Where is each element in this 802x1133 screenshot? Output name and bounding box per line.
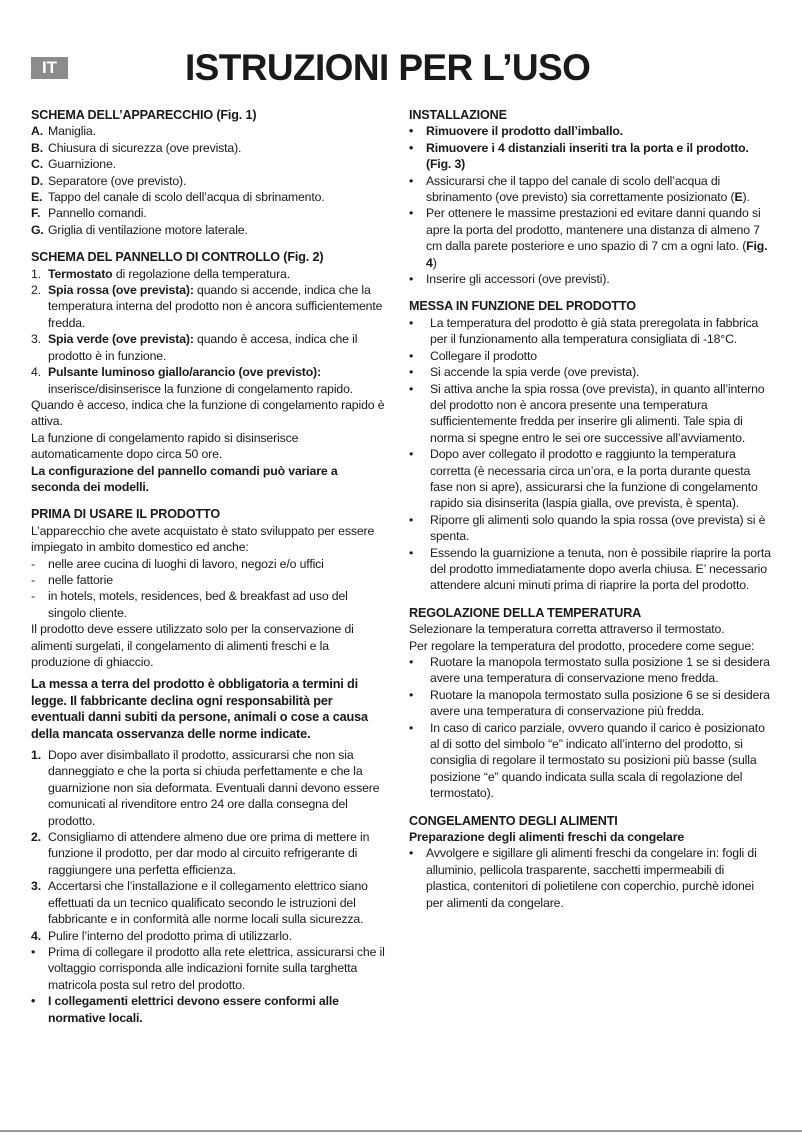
list-item	[409, 348, 771, 364]
item-term: Spia verde (ove prevista):	[48, 332, 194, 347]
item-letter: C.	[31, 157, 43, 172]
bullet-marker: •	[409, 348, 414, 363]
bullet-marker: •	[409, 315, 414, 330]
item-number: 4.	[31, 928, 41, 943]
subsection-title: Preparazione degli alimenti freschi da congelare	[409, 830, 685, 845]
item-text: Guarnizione.	[48, 157, 116, 172]
list-item	[31, 282, 387, 331]
list-item	[31, 222, 387, 238]
warning-paragraph: La messa a terra del prodotto è obbligatoria a termini di legge. Il fabbricante declina ogni responsabilità per eventuali danni subiti da persone, animali o cose a causa della mancata osservanza delle norme indicate.	[31, 677, 368, 741]
list-item	[409, 845, 771, 911]
bullet-marker: •	[409, 655, 414, 669]
list-item	[31, 944, 387, 993]
bullet-marker: •	[409, 272, 414, 287]
list-item	[31, 266, 387, 282]
list-item	[409, 123, 771, 139]
list-item	[31, 556, 387, 572]
list-item	[31, 189, 387, 205]
item-text: Inserire gli accessori (ove previsti).	[426, 272, 610, 287]
list-item	[409, 654, 771, 687]
item-text: nelle fattorie	[48, 572, 113, 587]
item-term: Termostato	[48, 266, 113, 281]
section-title: PRIMA DI USARE IL PRODOTTO	[31, 507, 220, 522]
bullet-marker: •	[409, 124, 414, 139]
bullet-marker: •	[409, 381, 414, 396]
item-term: Pulsante luminoso giallo/arancio (ove previsto):	[48, 365, 321, 380]
bullet-marker: •	[409, 545, 414, 560]
item-text: Pulire l’interno del prodotto prima di utilizzarlo.	[48, 928, 292, 943]
bullet-marker: •	[409, 720, 414, 735]
bullet-marker: •	[409, 140, 414, 155]
item-text: Dopo aver collegato il prodotto e raggiunto la temperatura corretta (è necessaria circa un’ora, e la porta durante questa fase non si apre), assicurarsi che la funzione di congelamento rapido sia disinserita (laspia gialla, ove prevista, è spenta).	[430, 447, 758, 511]
item-number: 1.	[31, 748, 41, 763]
item-text: nelle aree cucina di luoghi di lavoro, negozi e/o uffici	[48, 556, 324, 571]
list-item	[409, 381, 771, 447]
item-text: Avvolgere e sigillare gli alimenti freschi da congelare in: fogli di alluminio, pellicola trasparente, sacchetti impermeabili di plastica, contenitori di polietilene con coperchio, purchè idonei per alimenti da congelare.	[426, 846, 757, 910]
item-text: Separatore (ove previsto).	[48, 173, 187, 188]
list-item	[31, 156, 387, 172]
item-number: 2.	[31, 830, 41, 845]
item-text: Rimuovere i 4 distanziali inseriti tra la porta e il prodotto. (Fig. 3)	[426, 140, 749, 172]
bullet-marker: •	[409, 365, 414, 380]
bullet-marker: •	[409, 447, 414, 462]
item-text: Assicurarsi che il tappo del canale di scolo dell’acqua di sbrinamento (ove previsto) sia correttamente posizionato (	[426, 173, 735, 205]
section-title: MESSA IN FUNZIONE DEL PRODOTTO	[409, 299, 636, 314]
section-start-up	[409, 298, 771, 593]
item-number: 3.	[31, 332, 41, 347]
dash-marker: -	[31, 556, 35, 571]
section-appliance-schema	[31, 107, 387, 238]
section-title: SCHEMA DEL PANNELLO DI CONTROLLO (Fig. 2)	[31, 250, 324, 265]
list-item	[31, 572, 387, 588]
section-freezing	[409, 813, 771, 911]
paragraph: Il prodotto deve essere utilizzato solo per la conservazione di alimenti surgelati, il congelamento di alimenti freschi e la produzione di ghiaccio.	[31, 622, 354, 669]
item-text: Pannello comandi.	[48, 206, 147, 221]
item-text: Si attiva anche la spia rossa (ove prevista), in quanto all’interno del prodotto non è ancora presente una temperatura sufficientemente fredda per inserire gli alimenti. Tale spia di norma si spegne entro le sei ore successive all’avviamento.	[430, 381, 765, 445]
item-letter: F.	[31, 206, 41, 221]
list-item	[409, 315, 771, 348]
list-item	[409, 446, 771, 512]
item-text: di regolazione della temperatura.	[112, 266, 290, 281]
paragraph: La funzione di congelamento rapido si disinserisce automaticamente dopo circa 50 ore.	[31, 430, 299, 462]
list-item	[31, 205, 387, 221]
item-number: 2.	[31, 283, 41, 298]
item-number: 4.	[31, 365, 41, 380]
item-text: Ruotare la manopola termostato sulla posizione 1 se si desidera avere una temperatura di conservazione meno fredda.	[430, 655, 770, 686]
list-item	[31, 123, 387, 139]
item-text: La temperatura del prodotto è già stata preregolata in fabbrica per il funzionamento alla temperatura consigliata di -18°C.	[430, 315, 759, 347]
section-control-panel	[31, 249, 387, 495]
list-item	[31, 878, 387, 927]
item-text: inserisce/disinserisce la funzione di congelamento rapido.	[48, 381, 354, 396]
item-text: I collegamenti elettrici devono essere conformi alle normative locali.	[48, 994, 339, 1025]
item-letter: G.	[31, 222, 44, 237]
appliance-parts-list	[31, 123, 387, 238]
list-item	[409, 364, 771, 380]
item-number: 3.	[31, 879, 41, 894]
item-text: ).	[742, 190, 750, 205]
list-item	[31, 588, 387, 621]
list-item	[31, 829, 387, 878]
bullet-marker: •	[409, 846, 414, 861]
item-text: in hotels, motels, residences, bed & breakfast ad uso del singolo cliente.	[48, 589, 348, 620]
bullet-marker: •	[31, 994, 36, 1009]
list-item	[409, 687, 771, 720]
item-text: Prima di collegare il prodotto alla rete elettrica, assicurarsi che il voltaggio corrisponda alle indicazioni fornite sulla targhetta matricola posta sul retro del prodotto.	[48, 944, 385, 992]
language-badge: IT	[31, 57, 68, 79]
list-item	[409, 512, 771, 545]
footer-rule	[0, 1130, 802, 1132]
paragraph: Per regolare la temperatura del prodotto, procedere come segue:	[409, 638, 755, 653]
dash-marker: -	[31, 589, 35, 604]
item-text: In caso di carico parziale, ovvero quando il carico è posizionato al di sotto del simbolo “e” indicato all’interno del prodotto, si consiglia di regolare il termostato su posizioni più basse (sulla posizione “e” quando indicata sulla scala di regolazione del termostato).	[430, 720, 765, 801]
bullet-marker: •	[409, 512, 414, 527]
paragraph: Quando è acceso, indica che la funzione di congelamento rapido è attiva.	[31, 397, 385, 429]
item-ref: E	[734, 190, 743, 205]
section-title: CONGELAMENTO DEGLI ALIMENTI	[409, 813, 618, 828]
item-text: Dopo aver disimballato il prodotto, assicurarsi che non sia danneggiato e che la porta si chiuda perfettamente e che la guarnizione non sia deformata. Eventuali danni devono essere comunicati al rivenditore entro 24 ore dalla consegna del prodotto.	[48, 748, 380, 828]
list-item	[409, 271, 771, 287]
item-text: Tappo del canale di scolo dell’acqua di sbrinamento.	[48, 190, 325, 205]
item-text: Riporre gli alimenti solo quando la spia rossa (ove prevista) si è spenta.	[430, 512, 766, 544]
section-before-use	[31, 506, 387, 1026]
list-item	[409, 140, 771, 173]
item-letter: E.	[31, 190, 43, 205]
item-text: Maniglia.	[48, 124, 96, 139]
list-item	[409, 205, 771, 271]
section-installation	[409, 107, 771, 287]
bullet-marker: •	[409, 687, 414, 702]
paragraph: L’apparecchio che avete acquistato è stato sviluppato per essere impiegato in ambito domestico ed anche:	[31, 523, 375, 555]
bullet-marker: •	[31, 944, 36, 959]
list-item	[31, 928, 387, 944]
item-ref: Fig. 4	[426, 239, 768, 270]
bullet-marker: •	[409, 206, 414, 221]
list-item	[31, 747, 387, 829]
item-text: Griglia di ventilazione motore laterale.	[48, 222, 248, 237]
section-title: INSTALLAZIONE	[409, 108, 507, 122]
item-text: quando si accende, indica che la temperatura interna del prodotto non è ancora sufficientemente fredda.	[48, 283, 383, 330]
list-item	[31, 993, 387, 1026]
page-title: ISTRUZIONI PER L’USO	[185, 47, 591, 88]
list-item	[31, 140, 387, 156]
item-number: 1.	[31, 266, 41, 281]
item-text: Chiusura di sicurezza (ove prevista).	[48, 140, 242, 155]
list-item	[31, 364, 387, 397]
list-item	[409, 720, 771, 802]
item-text: Accertarsi che l’installazione e il collegamento elettrico siano effettuati da un tecnico qualificato secondo le istruzioni del fabbricante e in conformità alle norme locali sulla sicurezza.	[48, 879, 368, 927]
list-item	[31, 331, 387, 364]
item-letter: B.	[31, 140, 43, 155]
list-item	[409, 173, 771, 206]
item-text: Si accende la spia verde (ove prevista).	[430, 365, 640, 380]
item-text: Consigliamo di attendere almeno due ore prima di mettere in funzione il prodotto, per dar modo al circuito refrigerante di raggiungere una perfetta efficienza.	[48, 830, 370, 877]
item-text: quando è accesa, indica che il prodotto è in funzione.	[48, 332, 358, 363]
item-text: Ruotare la manopola termostato sulla posizione 6 se si desidera avere una temperatura di conservazione più fredda.	[430, 687, 770, 719]
item-letter: D.	[31, 173, 43, 188]
bullet-marker: •	[409, 173, 414, 188]
list-item	[409, 545, 771, 594]
paragraph: Selezionare la temperatura corretta attraverso il termostato.	[409, 622, 725, 637]
item-text: Collegare il prodotto	[430, 348, 537, 363]
item-term: Spia rossa (ove prevista):	[48, 283, 194, 298]
section-title: REGOLAZIONE DELLA TEMPERATURA	[409, 605, 642, 620]
dash-marker: -	[31, 572, 35, 587]
item-text: )	[432, 255, 437, 270]
item-text: Rimuovere il prodotto dall’imballo.	[426, 124, 623, 139]
left-column	[31, 107, 387, 1037]
right-column	[409, 107, 771, 922]
item-letter: A.	[31, 124, 43, 139]
item-text: Per ottenere le massime prestazioni ed evitare danni quando si apre la porta del prodotto, mantenere una distanza di almeno 7 cm dalla parete posteriore e uno spazio di 7 cm a ogni lato. (	[426, 206, 761, 254]
item-text: Essendo la guarnizione a tenuta, non è possibile riaprire la porta del prodotto immediatamente dopo averla chiusa. E’ necessario attendere alcuni minuti prima di riaprire la porta del prodotto.	[430, 545, 771, 593]
note-paragraph: La configurazione del pannello comandi può variare a seconda dei modelli.	[31, 463, 338, 494]
section-temperature	[409, 605, 771, 802]
section-title: SCHEMA DELL’APPARECCHIO (Fig. 1)	[31, 108, 257, 122]
list-item	[31, 173, 387, 189]
